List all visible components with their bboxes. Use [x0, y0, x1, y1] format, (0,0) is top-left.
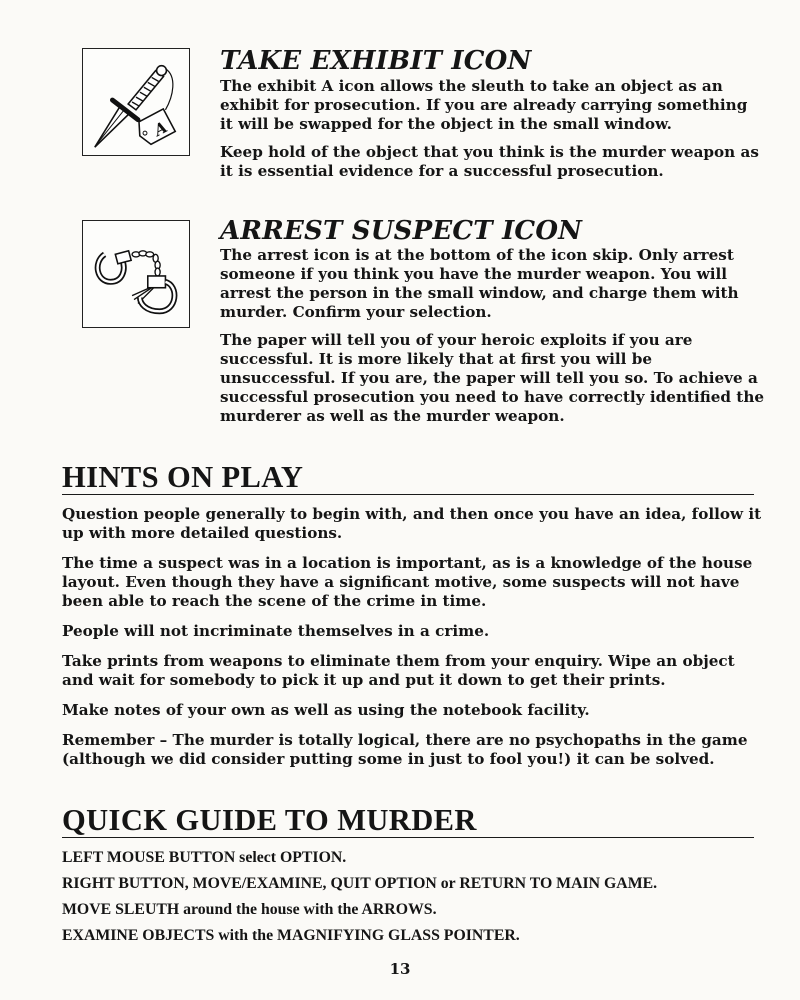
paragraph: The arrest icon is at the bottom of the icon skip. Only arrest someone if you think you have the murder weapon. You will arrest the person in the small window, and charge them with murder. Confirm your selection.: [220, 246, 739, 321]
guide-line: RIGHT BUTTON, MOVE/EXAMINE, QUIT OPTION or RETURN TO MAIN GAME.: [62, 875, 658, 892]
take-exhibit-title: TAKE EXHIBIT ICON: [220, 46, 532, 76]
guide-heading: QUICK GUIDE TO MURDER: [62, 805, 754, 838]
hint-paragraph: Question people generally to begin with, and then once you have an idea, follow it up with more detailed questions.: [62, 505, 762, 542]
handcuffs-icon: [83, 221, 189, 327]
guide-line: LEFT MOUSE BUTTON select OPTION.: [62, 849, 347, 866]
paragraph: Keep hold of the object that you think is the murder weapon as it is essential evidence for a successful prosecution.: [220, 143, 759, 180]
page-number: 13: [389, 960, 411, 978]
exhibit-tag-letter: A: [150, 117, 171, 140]
hint-paragraph: Make notes of your own as well as using the notebook facility.: [62, 701, 590, 719]
arrest-suspect-body: [220, 246, 765, 435]
guide-line: EXAMINE OBJECTS with the MAGNIFYING GLASS POINTER.: [62, 927, 520, 944]
hint-paragraph: People will not incriminate themselves in a crime.: [62, 622, 490, 640]
hint-paragraph: The time a suspect was in a location is important, as is a knowledge of the house layout. Even though they have a significant motive, some suspects will not have been able to reach the scene of the crime in time.: [62, 554, 753, 610]
paragraph: The paper will tell you of your heroic exploits if you are successful. It is more likely that at first you will be unsuccessful. If you are, the paper will tell you so. To achieve a successful prosecution you need to have correctly identified the murderer as well as the murder weapon.: [220, 331, 765, 425]
arrest-icon-frame: [82, 220, 190, 328]
paragraph: The exhibit A icon allows the sleuth to take an object as an exhibit for prosecution. If you are already carrying something it will be swapped for the object in the small window.: [220, 77, 748, 133]
guide-line: MOVE SLEUTH around the house with the ARROWS.: [62, 901, 437, 918]
take-exhibit-body: [220, 77, 765, 190]
hints-list: [62, 505, 762, 780]
dagger-with-exhibit-tag-icon: [83, 49, 189, 155]
hint-paragraph: Take prints from weapons to eliminate them from your enquiry. Wipe an object and wait for somebody to pick it up and put it down to get their prints.: [62, 652, 735, 689]
exhibit-icon-frame: [82, 48, 190, 156]
guide-list: [62, 848, 762, 952]
arrest-suspect-title: ARREST SUSPECT ICON: [220, 216, 583, 246]
hints-heading: HINTS ON PLAY: [62, 462, 754, 495]
hint-paragraph: Remember – The murder is totally logical, there are no psychopaths in the game (although we did consider putting some in just to fool you!) it can be solved.: [62, 731, 748, 768]
